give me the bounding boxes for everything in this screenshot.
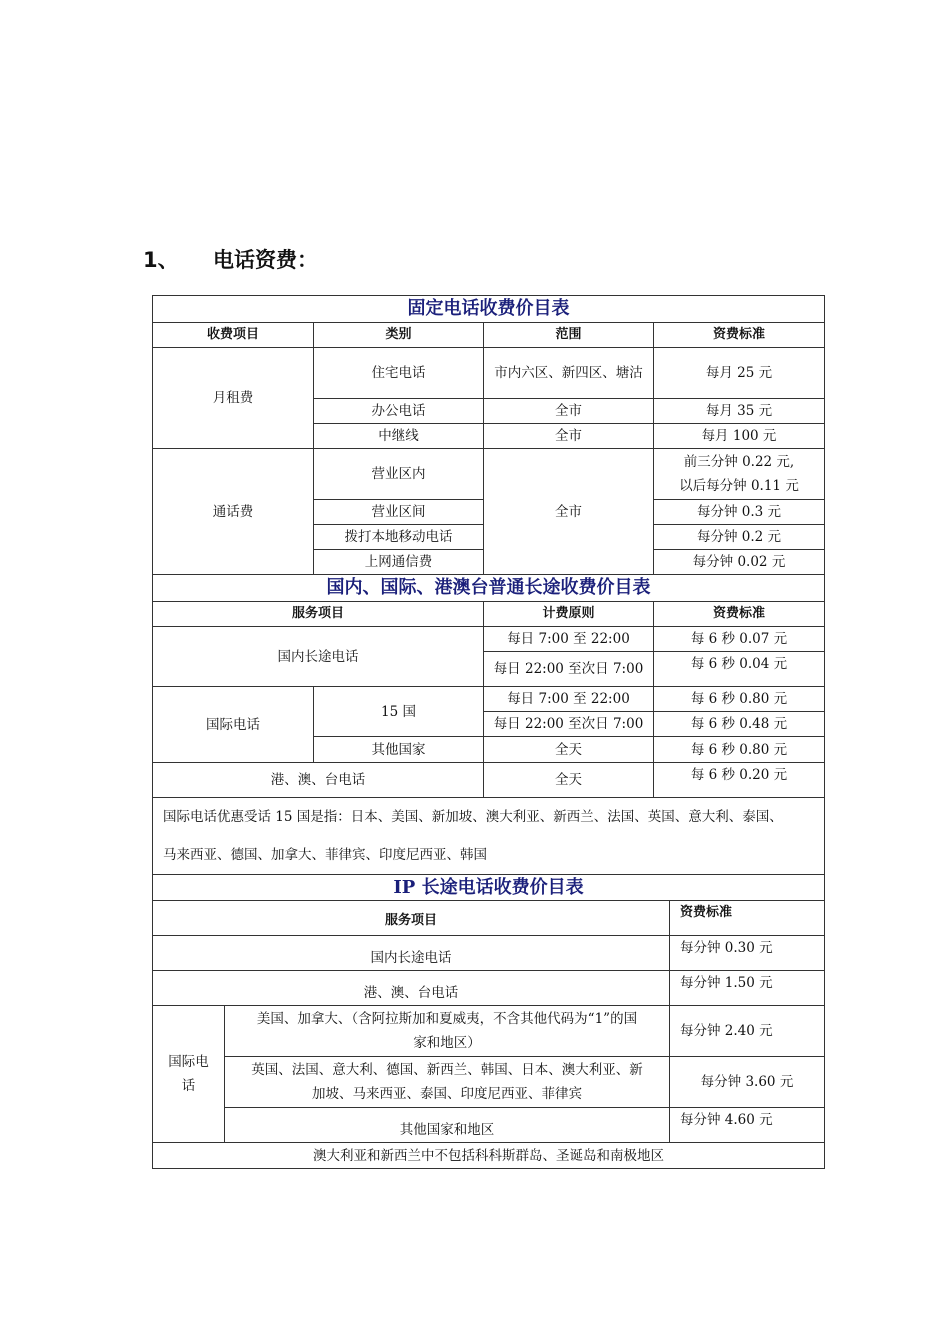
table-cell: 全天 [484, 737, 654, 763]
table-cell: 市内六区、新四区、塘沽 [484, 348, 654, 399]
col-header: 计费原则 [484, 602, 654, 627]
table-cell [654, 449, 825, 500]
ip-table-title: IP 长途电话收费价目表 [153, 875, 825, 901]
table-cell: 每日 7:00 至 22:00 [484, 627, 654, 652]
ip-note: 澳大利亚和新西兰中不包括科科斯群岛、圣诞岛和南极地区 [153, 1143, 825, 1169]
table-cell: 全市 [484, 424, 654, 449]
table-cell: 每分钟 2.40 元 [670, 1006, 825, 1057]
table-cell: 每 6 秒 0.48 元 [654, 712, 825, 737]
table-cell: 每分钟 0.2 元 [654, 525, 825, 550]
ip-hmt-label: 港、澳、台电话 [153, 971, 670, 1006]
note-line: 国际电话优惠受话 15 国是指：日本、美国、新加坡、澳大利亚、新西兰、法国、英国、意大利、泰国、 [163, 809, 783, 825]
table-cell: 每分钟 0.30 元 [670, 936, 825, 971]
region-line: 英国、法国、意大利、德国、新西兰、韩国、日本、澳大利亚、新 [251, 1062, 643, 1078]
ldd-note [153, 798, 825, 875]
price-line: 以后每分钟 0.11 元 [679, 478, 799, 494]
ip-domestic-label: 国内长途电话 [153, 936, 670, 971]
table-cell: 每分钟 4.60 元 [670, 1108, 825, 1143]
col-header: 范围 [484, 323, 654, 348]
table-cell [225, 1057, 670, 1108]
col-header: 类别 [314, 323, 484, 348]
table-cell: 营业区间 [314, 500, 484, 525]
col-header: 资费标准 [670, 901, 825, 936]
table-cell: 每 6 秒 0.80 元 [654, 687, 825, 712]
section-title: 电话资费： [213, 248, 318, 272]
table-cell: 每 6 秒 0.04 元 [654, 652, 825, 687]
table-cell: 每分钟 3.60 元 [670, 1057, 825, 1108]
table-cell: 每日 22:00 至次日 7:00 [484, 712, 654, 737]
table-cell: 拨打本地移动电话 [314, 525, 484, 550]
table-cell: 每日 7:00 至 22:00 [484, 687, 654, 712]
region-line: 加坡、马来西亚、泰国、印度尼西亚、菲律宾 [312, 1086, 582, 1102]
table-cell: 每日 22:00 至次日 7:00 [484, 652, 654, 687]
table-cell: 每 6 秒 0.20 元 [654, 763, 825, 798]
table-cell: 全市 [484, 399, 654, 424]
table-cell: 全天 [484, 763, 654, 798]
ldd-table-title: 国内、国际、港澳台普通长途收费价目表 [153, 575, 825, 602]
table-cell: 15 国 [314, 687, 484, 737]
hmt-ldd-label: 港、澳、台电话 [153, 763, 484, 798]
ip-tariff-table [152, 874, 825, 1169]
table-cell: 每 6 秒 0.07 元 [654, 627, 825, 652]
table-cell: 营业区内 [314, 449, 484, 500]
domestic-ldd-label: 国内长途电话 [153, 627, 484, 687]
table-cell: 每月 35 元 [654, 399, 825, 424]
table-cell: 每分钟 1.50 元 [670, 971, 825, 1006]
region-line: 家和地区） [413, 1035, 481, 1051]
col-header: 收费项目 [153, 323, 314, 348]
table-cell [225, 1006, 670, 1057]
col-header: 服务项目 [153, 602, 484, 627]
col-header: 资费标准 [654, 602, 825, 627]
ip-intl-label-text: 国际电话 [168, 1054, 209, 1094]
table-cell: 上网通信费 [314, 550, 484, 575]
ip-intl-label [153, 1006, 225, 1143]
region-line: 美国、加拿大、（含阿拉斯加和夏威夷，不含其他代码为“1”的国 [256, 1011, 638, 1027]
fixed-table-title: 固定电话收费价目表 [153, 296, 825, 323]
col-header: 服务项目 [153, 901, 670, 936]
table-cell: 住宅电话 [314, 348, 484, 399]
intl-ldd-label: 国际电话 [153, 687, 314, 763]
call-fee-label: 通话费 [153, 449, 314, 575]
section-heading [143, 244, 318, 274]
table-cell: 每 6 秒 0.80 元 [654, 737, 825, 763]
table-cell: 办公电话 [314, 399, 484, 424]
table-cell: 其他国家 [314, 737, 484, 763]
section-number: 1、 [143, 248, 179, 272]
col-header: 资费标准 [654, 323, 825, 348]
monthly-fee-label: 月租费 [153, 348, 314, 449]
fixed-and-ldd-tariff-table [152, 295, 825, 875]
note-line: 马来西亚、德国、加拿大、菲律宾、印度尼西亚、韩国 [163, 847, 487, 863]
table-cell: 中继线 [314, 424, 484, 449]
table-cell: 全市 [484, 449, 654, 575]
table-cell: 每月 100 元 [654, 424, 825, 449]
price-line: 前三分钟 0.22 元, [683, 454, 795, 470]
table-cell: 每月 25 元 [654, 348, 825, 399]
table-cell: 每分钟 0.02 元 [654, 550, 825, 575]
table-cell: 其他国家和地区 [225, 1108, 670, 1143]
table-cell: 每分钟 0.3 元 [654, 500, 825, 525]
